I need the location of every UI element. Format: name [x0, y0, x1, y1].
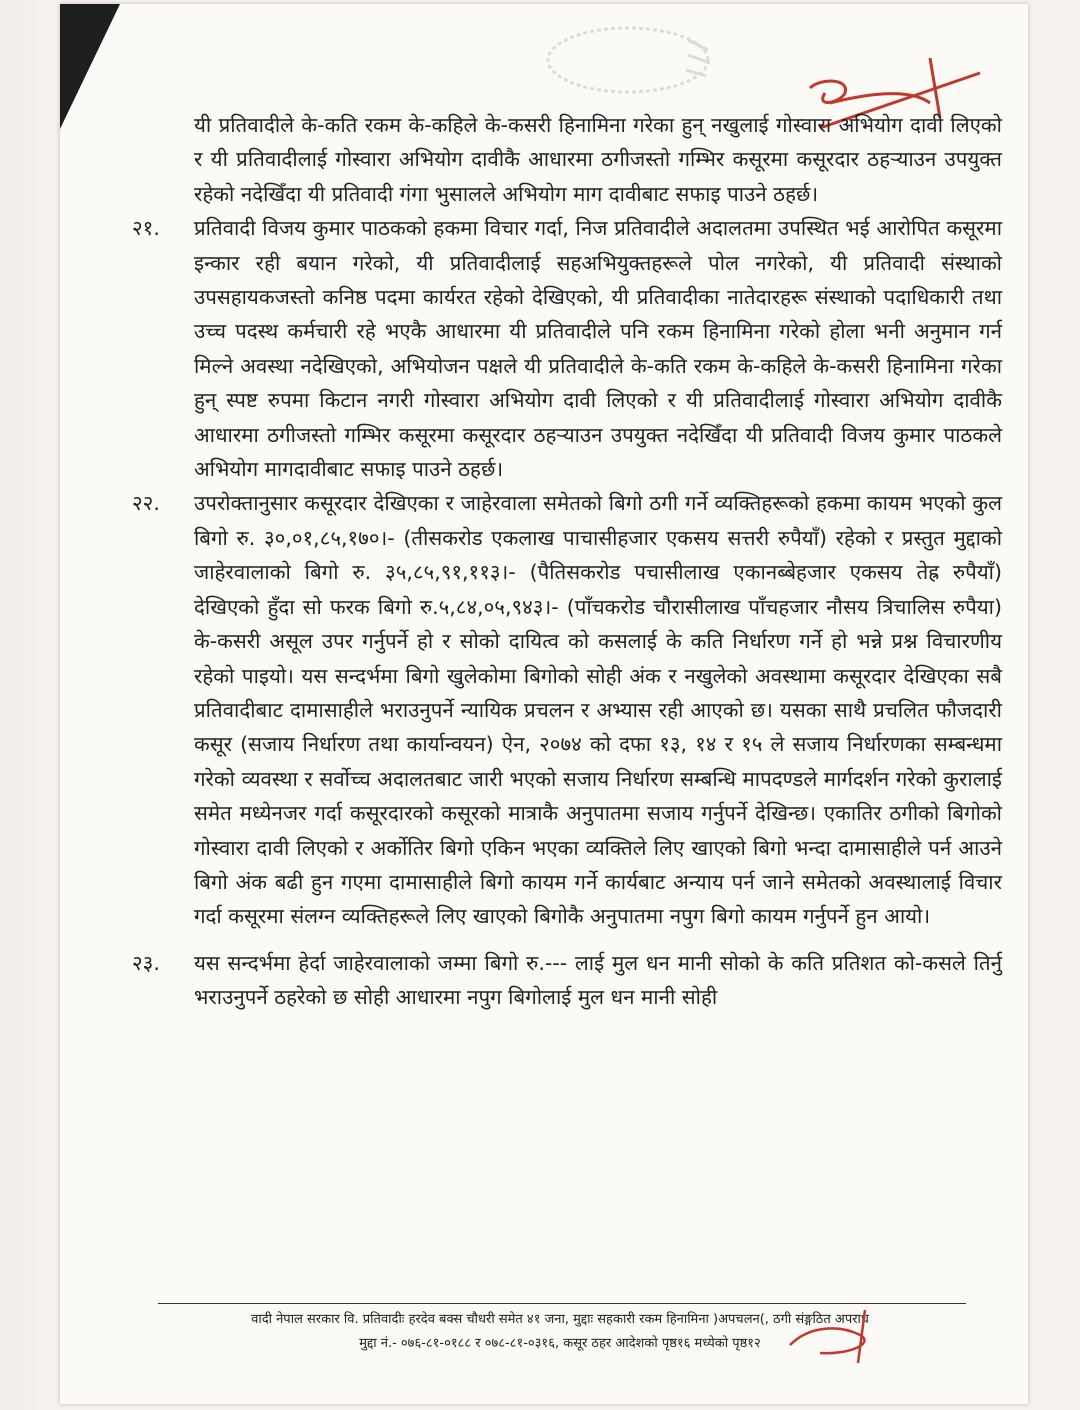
numbered-paragraph-22 [132, 486, 1002, 933]
scan-corner-shadow [60, 4, 120, 129]
paragraph-number: २२. [132, 491, 160, 516]
paragraph-text: उपरोक्तानुसार कसूरदार देखिएका र जाहेरवाला समेतको बिगो ठगी गर्ने व्यक्तिहरूको हकमा कायम भएको कुल बिगो रु. ३०,०१,८५,१७०।- (तीसकरोड एकलाख पाचासीहजार एकसय सत्तरी रुपैयाँ) रहेको र प्रस्तुत मुद्दाको जाहेरवालाको बिगो रु. ३५,८५,९१,११३।- (पैतिसकरोड पचासीलाख एकानब्बेहजार एकसय तेह्र रुपैयाँ) देखिएको हुँदा सो फरक बिगो रु.५,८४,०५,९४३।- (पाँचकरोड चौरासीलाख पाँचहजार नौसय त्रिचालिस रुपैया) के-कसरी असूल उपर गर्नुपर्ने हो र सोको दायित्व को कसलाई के कति निर्धारण गर्ने हो भन्ने प्रश्न विचारणीय रहेको पाइयो। यस सन्दर्भमा बिगो खुलेकोमा बिगोको सोही अंक र नखुलेको अवस्थामा कसूरदार देखिएका सबै प्रतिवादीबाट दामासाहीले भराउनुपर्ने न्यायिक प्रचलन र अभ्यास रही आएको छ। यसका साथै प्रचलित फौजदारी कसूर (सजाय निर्धारण तथा कार्यान्वयन) ऐन, २०७४ को दफा १३, १४ र १५ ले सजाय निर्धारणका सम्बन्धमा गरेको व्यवस्था र सर्वोच्च अदालतबाट जारी भएको सजाय निर्धारण सम्बन्धि मापदण्डले मार्गदर्शन गरेको कुरालाई समेत मध्येनजर गर्दा कसूरदारको कसूरको मात्राकै अनुपातमा सजाय गर्नुपर्ने देखिन्छ। एकातिर ठगीको बिगोको गोस्वारा दावी लिएको र अर्कोतिर बिगो एकिन भएका व्यक्तिले लिए खाएको बिगो भन्दा दामासाहीले पर्न आउने बिगो अंक बढी हुन गएमा दामासाहीले बिगो कायम गर्ने कार्यबाट अन्याय पर्न जाने समेतको अवस्थालाई विचार गर्दा कसूरमा संलग्न व्यक्तिहरूले लिए खाएको बिगोकै अनुपातमा नपुग बिगो कायम गर्नुपर्ने हुन आयो। [194, 491, 1002, 929]
page-margin [0, 0, 60, 1410]
document-body [132, 108, 1002, 1015]
paragraph-number: २१. [132, 216, 160, 241]
numbered-paragraph-21 [132, 211, 1002, 486]
paragraph-number: २३. [132, 950, 160, 975]
footer-divider [158, 1303, 966, 1304]
faded-stamp [528, 20, 728, 100]
signature-footer [780, 1305, 890, 1365]
paragraph-text: प्रतिवादी विजय कुमार पाठकको हकमा विचार गर्दा, निज प्रतिवादीले अदालतमा उपस्थित भई आरोपित कसूरमा इन्कार रही बयान गरेको, यी प्रतिवादीलाई सहअभियुक्तहरूले पोल नगरेको, यी प्रतिवादी संस्थाको उपसहायकजस्तो कनिष्ठ पदमा कार्यरत रहेको देखिएको, यी प्रतिवादीका नातेदारहरू संस्थाको पदाधिकारी तथा उच्च पदस्थ कर्मचारी रहे भएकै आधारमा यी प्रतिवादीले पनि रकम हिनामिना गरेको होला भनी अनुमान गर्न मिल्ने अवस्था नदेखिएको, अभियोजन पक्षले यी प्रतिवादीले के-कति रकम के-कहिले के-कसरी हिनामिना गरेका हुन् स्पष्ट रुपमा किटान नगरी गोस्वारा अभियोग दावी लिएको र यी प्रतिवादीलाई गोस्वारा अभियोग दावीकै आधारमा ठगीजस्तो गम्भिर कसूरमा कसूरदार ठहऱ्याउन उपयुक्त नदेखिँदा यी प्रतिवादी विजय कुमार पाठकले अभियोग मागदावीबाट सफाइ पाउने ठहर्छ। [194, 216, 1002, 482]
paragraph-text: यस सन्दर्भमा हेर्दा जाहेरवालाको जम्मा बिगो रु.--- लाई मुल धन मानी सोको के कति प्रतिशत को-कसले तिर्नु भराउनुपर्ने ठहरेको छ सोही आधारमा नपुग बिगोलाई मुल धन मानी सोही [194, 950, 1002, 1010]
numbered-paragraph-23 [132, 946, 1002, 1015]
footer-case-parties: वादी नेपाल सरकार वि. प्रतिवादीः हरदेव बक्स चौधरी समेत ४१ जना, मुद्दाः सहकारी रकम हिनामिना )अपचलन(, ठगी संङ्गठित अपराध [251, 1312, 869, 1327]
footer-case-number: मुद्दा नं.- ०७६-८१-०१८८ र ०७८-८१-०३१६, कसूर ठहर आदेशको पृष्ठ१६ मध्येको पृष्ठ१२ [359, 1336, 761, 1351]
paragraph-continued: यी प्रतिवादीले के-कति रकम के-कहिले के-कसरी हिनामिना गरेका हुन् नखुलाई गोस्वारा अभियोग दावी लिएको र यी प्रतिवादीलाई गोस्वारा अभियोग दावीकै आधारमा ठगीजस्तो गम्भिर कसूरमा कसूरदार ठहऱ्याउन उपयुक्त रहेको नदेखिँदा यी प्रतिवादी गंगा भुसालले अभियोग माग दावीबाट सफाइ पाउने ठहर्छ। [194, 113, 1002, 206]
